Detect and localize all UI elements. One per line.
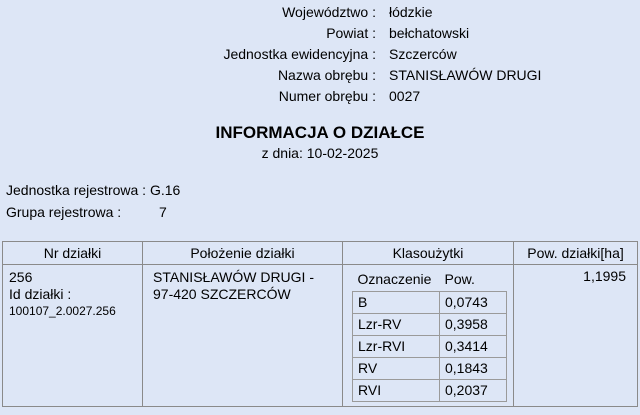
location-info bbox=[0, 2, 640, 107]
klas-pow: 0,3958 bbox=[440, 314, 507, 336]
obreb-nazwa-value: STANISŁAWÓW DRUGI bbox=[389, 67, 542, 83]
list-item bbox=[353, 292, 507, 314]
obreb-numer-row bbox=[0, 86, 640, 107]
cell-nr bbox=[3, 265, 143, 407]
polozenie-line2: 97-420 SZCZERCÓW bbox=[153, 286, 291, 302]
klas-header-oznaczenie: Oznaczenie bbox=[357, 271, 432, 287]
wojewodztwo-label: Województwo : bbox=[282, 4, 376, 20]
klas-pow: 0,0743 bbox=[440, 292, 507, 314]
list-item bbox=[353, 358, 507, 380]
parcel-number: 256 bbox=[9, 269, 33, 285]
grupa-rejestrowa bbox=[6, 202, 167, 222]
obreb-nazwa-row bbox=[0, 65, 640, 86]
klas-header-row bbox=[353, 269, 507, 292]
cell-polozenie bbox=[143, 265, 343, 407]
header-polozenie: Położenie działki bbox=[143, 242, 343, 265]
klas-header-pow: Pow. bbox=[444, 271, 475, 287]
grupa-rejestrowa-value: 7 bbox=[159, 204, 167, 220]
header-pow: Pow. działki[ha] bbox=[514, 242, 638, 265]
header-nr: Nr działki bbox=[3, 242, 143, 265]
parcel-table-header bbox=[3, 242, 638, 265]
jednostka-label: Jednostka ewidencyjna : bbox=[223, 46, 376, 62]
table-row bbox=[3, 265, 638, 407]
klas-oznaczenie: Lzr-RV bbox=[353, 314, 440, 336]
powiat-row bbox=[0, 23, 640, 44]
jednostka-row bbox=[0, 44, 640, 65]
list-item bbox=[353, 380, 507, 402]
parcel-id-label: Id działki : bbox=[9, 286, 72, 302]
jednostka-rejestrowa-value: G.16 bbox=[149, 182, 181, 198]
polozenie-line1: STANISŁAWÓW DRUGI - bbox=[153, 269, 314, 285]
wojewodztwo-row bbox=[0, 2, 640, 23]
page-title: INFORMACJA O DZIAŁCE bbox=[215, 123, 425, 142]
grupa-rejestrowa-label: Grupa rejestrowa : bbox=[6, 204, 122, 220]
klasouzytki-table bbox=[352, 269, 507, 402]
powiat-value: bełchatowski bbox=[389, 25, 470, 41]
title-block bbox=[0, 122, 640, 162]
powiat-label: Powiat : bbox=[326, 25, 376, 41]
header-klasouzytki: Klasoużytki bbox=[343, 242, 514, 265]
cell-klasouzytki bbox=[343, 265, 514, 407]
klas-pow: 0,2037 bbox=[440, 380, 507, 402]
jednostka-value: Szczerców bbox=[389, 46, 457, 62]
obreb-numer-label: Numer obrębu : bbox=[278, 88, 376, 104]
jednostka-rejestrowa-label: Jednostka rejestrowa : bbox=[6, 182, 147, 198]
list-item bbox=[353, 336, 507, 358]
klas-pow: 0,1843 bbox=[440, 358, 507, 380]
parcel-id-value: 100107_2.0027.256 bbox=[9, 304, 116, 318]
list-item bbox=[353, 314, 507, 336]
obreb-numer-value: 0027 bbox=[389, 88, 421, 104]
cell-pow: 1,1995 bbox=[514, 265, 638, 407]
klas-pow: 0,3414 bbox=[440, 336, 507, 358]
obreb-nazwa-label: Nazwa obrębu : bbox=[277, 67, 376, 83]
klas-oznaczenie: RVI bbox=[353, 380, 440, 402]
klas-oznaczenie: B bbox=[353, 292, 440, 314]
wojewodztwo-value: łódzkie bbox=[389, 4, 433, 20]
parcel-table bbox=[2, 241, 638, 407]
klas-oznaczenie: RV bbox=[353, 358, 440, 380]
jednostka-rejestrowa bbox=[6, 180, 180, 200]
report-date: z dnia: 10-02-2025 bbox=[261, 145, 379, 161]
klas-oznaczenie: Lzr-RVI bbox=[353, 336, 440, 358]
